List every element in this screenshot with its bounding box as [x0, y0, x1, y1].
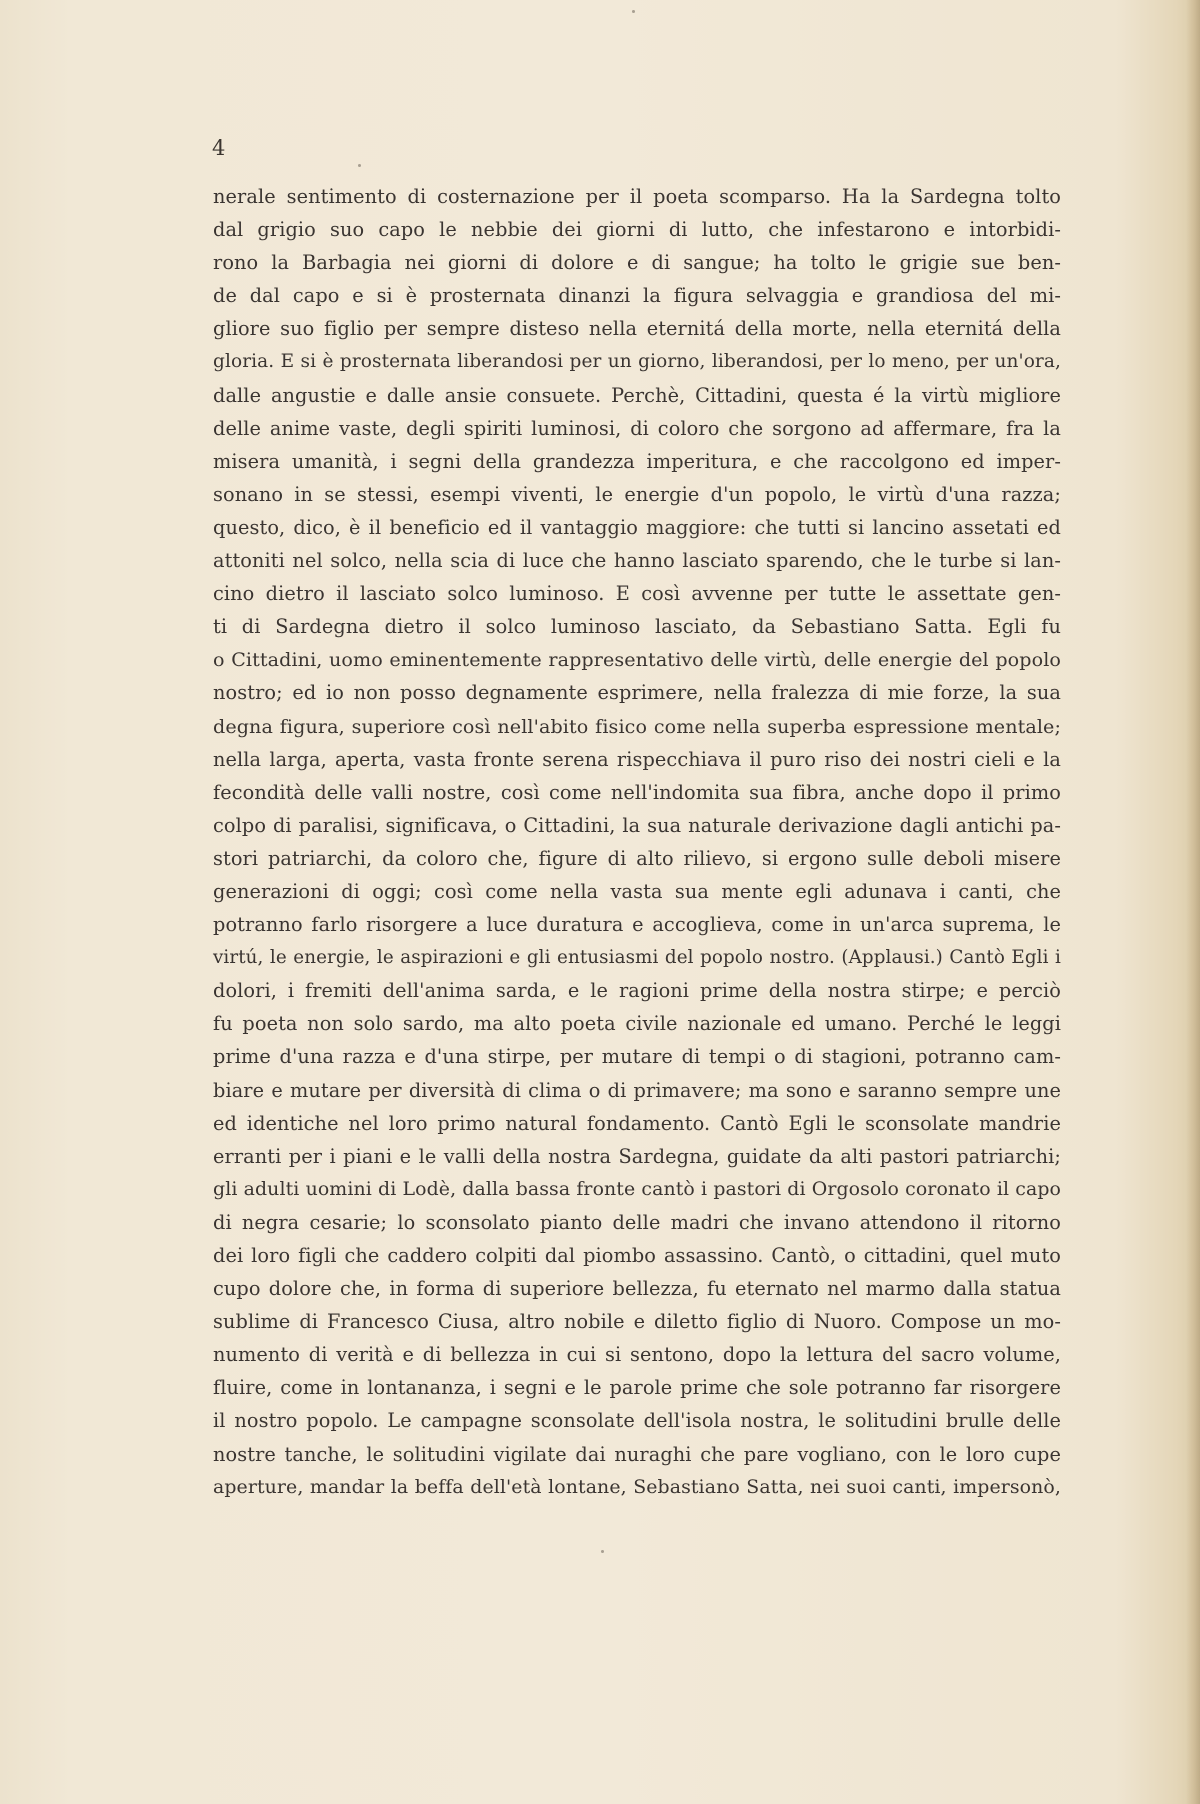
text-line: colpo di paralisi, significava, o Cittadini, la sua naturale derivazione dagli antichi pa- — [213, 813, 1061, 837]
text-line: delle anime vaste, degli spiriti luminosi, di coloro che sorgono ad affermare, fra la — [213, 416, 1061, 440]
text-line: de dal capo e si è prosternata dinanzi la figura selvaggia e grandiosa del mi- — [213, 284, 1061, 308]
print-speck — [358, 164, 361, 167]
text-line: biare e mutare per diversità di clima o di primavere; ma sono e saranno sempre une — [213, 1078, 1061, 1102]
text-line: nostro; ed io non posso degnamente esprimere, nella fralezza di mie forze, la sua — [213, 681, 1061, 705]
text-line: aperture, mandar la beffa dell'età lontane, Sebastiano Satta, nei suoi canti, impersonò, — [213, 1475, 1061, 1498]
text-line: gloria. E si è prosternata liberandosi per un giorno, liberandosi, per lo meno, per un'ora, — [213, 351, 1061, 373]
body-text — [213, 180, 1061, 1504]
text-line: prime d'una razza e d'una stirpe, per mutare di tempi o di stagioni, potranno cam- — [213, 1045, 1061, 1069]
page-edge-shadow — [1186, 0, 1200, 1804]
text-line: virtú, le energie, le aspirazioni e gli entusiasmi del popolo nostro. (Applausi.) Cantò Egli i — [213, 947, 1061, 969]
text-line: generazioni di oggi; così come nella vasta sua mente egli adunava i canti, che — [213, 879, 1061, 903]
text-line: nerale sentimento di costernazione per il poeta scomparso. Ha la Sardegna tolto — [213, 185, 1061, 208]
text-line: rono la Barbagia nei giorni di dolore e di sangue; ha tolto le grigie sue ben- — [213, 251, 1061, 275]
text-line: il nostro popolo. Le campagne sconsolate dell'isola nostra, le solitudini brulle delle — [213, 1409, 1061, 1433]
text-line: nostre tanche, le solitudini vigilate dai nuraghi che pare vogliano, con le loro cupe — [213, 1442, 1061, 1466]
text-line: nella larga, aperta, vasta fronte serena rispecchiava il puro riso dei nostri cieli e la — [213, 747, 1061, 771]
text-line: sonano in se stessi, esempi viventi, le energie d'un popolo, le virtù d'una razza; — [213, 482, 1061, 506]
text-line: ti di Sardegna dietro il solco luminoso lasciato, da Sebastiano Satta. Egli fu — [213, 615, 1061, 639]
text-line: dolori, i fremiti dell'anima sarda, e le ragioni prime della nostra stirpe; e perciò — [213, 979, 1061, 1003]
text-line: questo, dico, è il beneficio ed il vantaggio maggiore: che tutti si lancino assetati ed — [213, 515, 1061, 539]
text-line: fluire, come in lontananza, i segni e le parole prime che sole potranno far risorgere — [213, 1376, 1061, 1400]
text-line: fecondità delle valli nostre, così come nell'indomita sua fibra, anche dopo il primo — [213, 780, 1061, 804]
print-speck — [601, 1550, 604, 1553]
text-line: dalle angustie e dalle ansie consuete. Perchè, Cittadini, questa é la virtù migliore — [213, 383, 1061, 407]
text-line: misera umanità, i segni della grandezza imperitura, e che raccolgono ed imper- — [213, 449, 1061, 473]
page-number: 4 — [212, 136, 226, 160]
text-line: cino dietro il lasciato solco luminoso. E così avvenne per tutte le assettate gen- — [213, 582, 1061, 606]
text-line: numento di verità e di bellezza in cui si sentono, dopo la lettura del sacro volume, — [213, 1343, 1061, 1367]
text-line: erranti per i piani e le valli della nostra Sardegna, guidate da alti pastori patriarchi; — [213, 1144, 1061, 1168]
text-line: sublime di Francesco Ciusa, altro nobile e diletto figlio di Nuoro. Compose un mo- — [213, 1310, 1061, 1334]
text-line: cupo dolore che, in forma di superiore bellezza, fu eternato nel marmo dalla statua — [213, 1277, 1061, 1301]
text-line: potranno farlo risorgere a luce duratura e accoglieva, come in un'arca suprema, le — [213, 913, 1061, 937]
text-line: gli adulti uomini di Lodè, dalla bassa fronte cantò i pastori di Orgosolo coronato il capo — [213, 1177, 1061, 1200]
print-speck — [632, 10, 635, 13]
text-line: fu poeta non solo sardo, ma alto poeta civile nazionale ed umano. Perché le leggi — [213, 1012, 1061, 1036]
text-line: o Cittadini, uomo eminentemente rappresentativo delle virtù, delle energie del popolo — [213, 648, 1061, 672]
text-line: attoniti nel solco, nella scia di luce che hanno lasciato sparendo, che le turbe si lan- — [213, 549, 1061, 573]
text-line: degna figura, superiore così nell'abito fisico come nella superba espressione mentale; — [213, 714, 1061, 738]
text-line: di negra cesarie; lo sconsolato pianto delle madri che invano attendono il ritorno — [213, 1210, 1061, 1234]
text-line: gliore suo figlio per sempre disteso nella eternitá della morte, nella eternitá della — [213, 317, 1061, 341]
text-line: dal grigio suo capo le nebbie dei giorni di lutto, che infestarono e intorbidi- — [213, 218, 1061, 242]
text-line: stori patriarchi, da coloro che, figure di alto rilievo, si ergono sulle deboli misere — [213, 846, 1061, 870]
text-line: ed identiche nel loro primo natural fondamento. Cantò Egli le sconsolate mandrie — [213, 1111, 1061, 1135]
text-line: dei loro figli che caddero colpiti dal piombo assassino. Cantò, o cittadini, quel muto — [213, 1244, 1061, 1267]
